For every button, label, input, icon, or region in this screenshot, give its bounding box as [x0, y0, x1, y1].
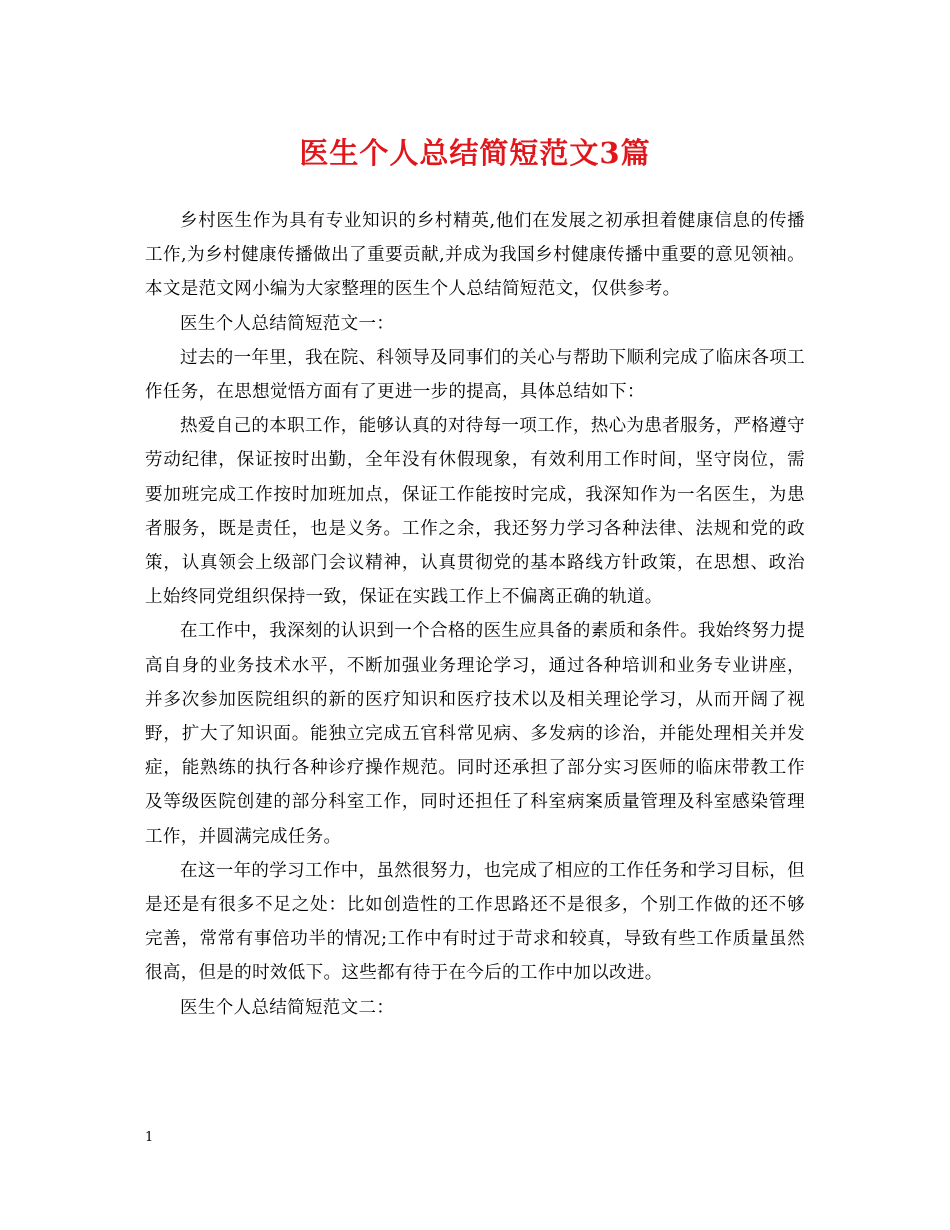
intro-paragraph: 乡村医生作为具有专业知识的乡村精英,他们在发展之初承担着健康信息的传播工作,为乡村健康传播做出了重要贡献,并成为我国乡村健康传播中重要的意见领袖。本文是范文网小编为大家整理的医生个人总结简短范文，仅供参考。 [145, 211, 805, 300]
document-title: 医生个人总结简短范文3篇 [299, 136, 651, 170]
body-paragraph: 过去的一年里，我在院、科领导及同事们的关心与帮助下顺利完成了临床各项工作任务，在思想觉悟方面有了更进一步的提高，具体总结如下： [145, 347, 805, 403]
page-number: 1 [145, 1130, 154, 1145]
body-paragraph: 热爱自己的本职工作，能够认真的对待每一项工作，热心为患者服务，严格遵守劳动纪律，保证按时出勤，全年没有休假现象，有效利用工作时间，坚守岗位，需要加班完成工作按时加班加点，保证工作能按时完成，我深知作为一名医生，为患者服务，既是责任，也是义务。工作之余，我还努力学习各种法律、法规和党的政策，认真领会上级部门会议精神，认真贯彻党的基本路线方针政策，在思想、政治上始终同党组织保持一致，保证在实践工作上不偏离正确的轨道。 [145, 416, 805, 608]
section-heading-two: 医生个人总结简短范文二： [180, 997, 395, 1018]
document-body [145, 204, 805, 1025]
body-paragraph: 在这一年的学习工作中，虽然很努力，也完成了相应的工作任务和学习目标，但是还是有很多不足之处：比如创造性的工作思路还不是很多，个别工作做的还不够完善，常常有事倍功半的情况;工作中有时过于苛求和较真，导致有些工作质量虽然很高，但是的时效低下。这些都有待于在今后的工作中加以改进。 [145, 860, 805, 984]
body-paragraph: 在工作中，我深刻的认识到一个合格的医生应具备的素质和条件。我始终努力提高自身的业务技术水平，不断加强业务理论学习，通过各种培训和业务专业讲座，并多次参加医院组织的新的医疗知识和医疗技术以及相关理论学习，从而开阔了视野，扩大了知识面。能独立完成五官科常见病、多发病的诊治，并能处理相关并发症，能熟练的执行各种诊疗操作规范。同时还承担了部分实习医师的临床带教工作及等级医院创建的部分科室工作，同时还担任了科室病案质量管理及科室感染管理工作，并圆满完成任务。 [145, 621, 805, 847]
section-heading-one: 医生个人总结简短范文一： [180, 313, 395, 334]
